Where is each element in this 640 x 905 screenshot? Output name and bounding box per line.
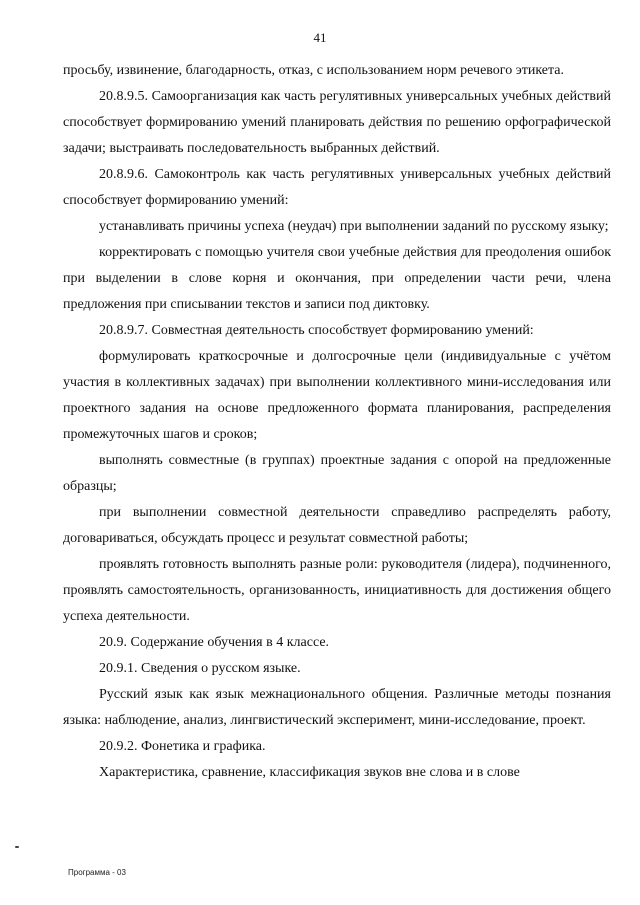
paragraph: при выполнении совместной деятельности справедливо распределять работу, договариваться, обсуждать процесс и результат совместной работы; (63, 505, 611, 546)
paragraph: устанавливать причины успеха (неудач) при выполнении заданий по русскому языку; (99, 219, 609, 234)
paragraph: 20.8.9.7. Совместная деятельность способствует формированию умений: (99, 323, 534, 338)
subsection-heading: 20.9.1. Сведения о русском языке. (99, 661, 301, 676)
paragraph: 20.8.9.5. Самоорганизация как часть регулятивных универсальных учебных действий способствует формированию умений планировать действия по решению орфографической задачи; выстраивать последовательность выбранных действий. (63, 89, 611, 156)
section-heading: 20.9. Содержание обучения в 4 классе. (99, 635, 330, 650)
page-number: 41 (313, 30, 327, 45)
page-footer: Программа - 03 (68, 868, 126, 877)
paragraph: Русский язык как язык межнационального общения. Различные методы познания языка: наблюдение, анализ, лингвистический эксперимент, мини-исследование, проект. (63, 687, 611, 728)
paragraph: Характеристика, сравнение, классификация звуков вне слова и в слове (99, 765, 520, 780)
paragraph: корректировать с помощью учителя свои учебные действия для преодоления ошибок при выделении в слове корня и окончания, при определении части речи, члена предложения при списывании текстов и записи под диктовку. (63, 245, 611, 312)
paragraph: выполнять совместные (в группах) проектные задания с опорой на предложенные образцы; (63, 453, 611, 494)
scan-mark (15, 846, 19, 848)
document-body (63, 58, 611, 786)
paragraph: просьбу, извинение, благодарность, отказ, с использованием норм речевого этикета. (63, 63, 564, 78)
subsection-heading: 20.9.2. Фонетика и графика. (99, 739, 266, 754)
paragraph: формулировать краткосрочные и долгосрочные цели (индивидуальные с учётом участия в коллективных задачах) при выполнении коллективного мини-исследования или проектного задания на основе предложенного формата планирования, распределения промежуточных шагов и сроков; (63, 349, 611, 442)
paragraph: проявлять готовность выполнять разные роли: руководителя (лидера), подчиненного, проявлять самостоятельность, организованность, инициативность для достижения общего успеха деятельности. (63, 557, 611, 624)
paragraph: 20.8.9.6. Самоконтроль как часть регулятивных универсальных учебных действий способствует формированию умений: (63, 167, 611, 208)
